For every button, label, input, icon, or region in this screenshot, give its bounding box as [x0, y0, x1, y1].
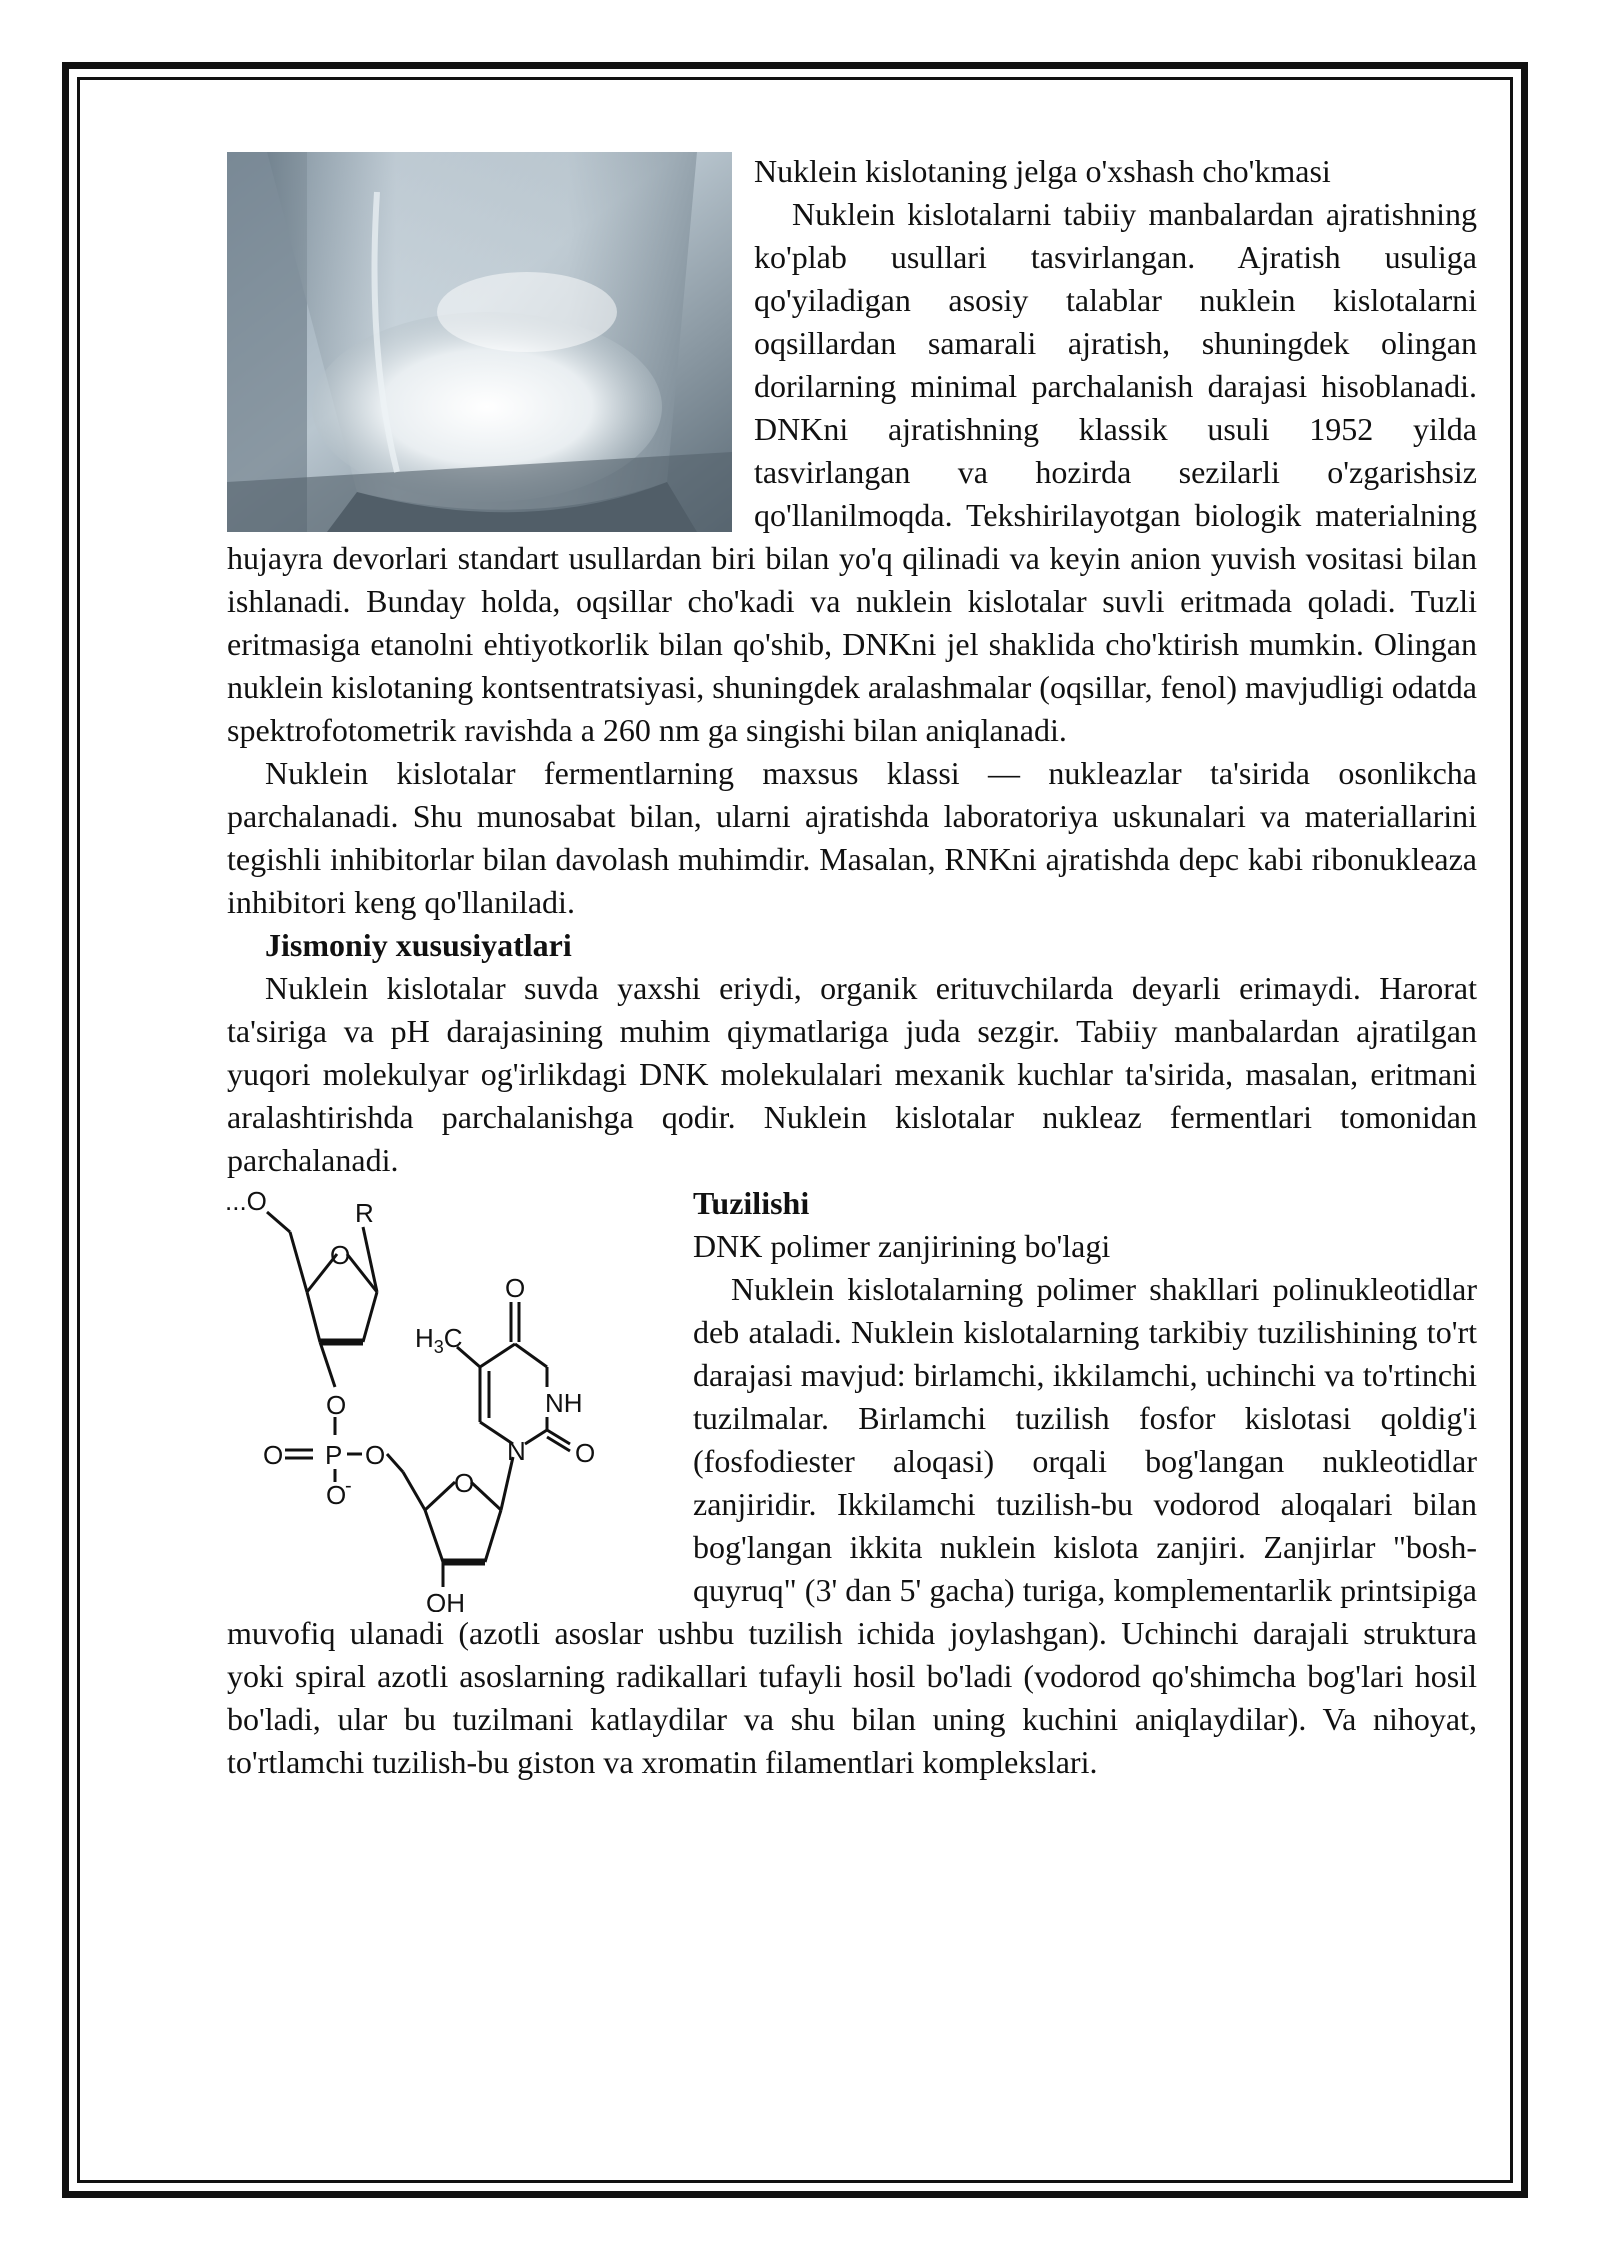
chem-o-ester: O: [365, 1440, 386, 1470]
paragraph-structure: Nuklein kislotalarning polimer shakllari polinukleotidlar deb ataladi. Nuklein kislotalarning tarkibiy tuzilishining to'rt darajasi mavjud: birlamchi, ikkilamchi, uchinchi va to'rtinchi tuzilmalar. Birlamchi tuzilish fosfor kislotasi qoldig'i (fosfodiester aloqasi) orqali bog'langan nukleotidlar zanjiridir. Ikkilamchi tuzilish-bu vodorod aloqalari bilan bog'langan ikkita nuklein kislota zanjiri. Zanjirlar "bosh-quyruq" (3' dan 5' gacha) turiga, komplementarlik printsipiga muvofiq ulanadi (azotli asoslar ushbu tuzilish ichida joylashgan). Uchinchi darajali struktura yoki spiral azotli asoslarning radikallari tufayli hosil bo'ladi (vodorod qo'shimcha bog'lari hosil bo'ladi, ular bu tuzilmani katlaydilar va shu bilan uning kuchini aniqlaydilar). Va nihoyat, to'rtlamchi tuzilish-bu giston va xromatin filamentlari komplekslari.: [227, 1271, 1477, 1780]
chem-o-double: O: [263, 1440, 284, 1470]
chem-phosphorus: P: [325, 1440, 343, 1470]
chem-base-oxygen-top: O: [505, 1273, 526, 1303]
chem-o-link: O: [326, 1390, 347, 1420]
chem-nh: NH: [545, 1388, 583, 1418]
chem-ring2-oxygen: O: [454, 1468, 475, 1498]
chem-methyl: $H_3C$: [415, 1323, 463, 1357]
dna-chain-structure-diagram: [225, 1182, 675, 1612]
photo-caption: Nuklein kislotaning jelga o'xshash cho'kmasi: [754, 153, 1331, 189]
heading-structure: Tuzilishi: [693, 1185, 810, 1221]
paragraph-physical: Nuklein kislotalar suvda yaxshi eriydi, organik erituvchilarda deyarli erimaydi. Harorat ta'siriga va pH darajasining muhim qiymatlariga juda sezgir. Tabiiy manbalardan ajratilgan yuqori molekulyar og'irlikdagi DNK molekulalari mexanik kuchlar ta'sirida, masalan, eritmani aralashtirishda parchalanishga qodir. Nuklein kislotalar nukleaz fermentlari tomonidan parchalanadi.: [227, 970, 1477, 1178]
chem-o-minus: O: [326, 1480, 347, 1510]
paragraph-nucleases: Nuklein kislotalar fermentlarning maxsus klassi — nukleazlar ta'sirida osonlikcha parchalanadi. Shu munosabat bilan, ularni ajratishda laboratoriya uskunalari va materiallarini tegishli inhibitorlar bilan davolash muhimdir. Masalan, RNKni ajratishda depc kabi ribonukleaza inhibitori keng qo'llaniladi.: [227, 755, 1477, 920]
chem-n: N: [507, 1436, 526, 1466]
chem-o-top: ...O: [225, 1186, 267, 1216]
paragraph-isolation: Nuklein kislotalarni tabiiy manbalardan ajratishning ko'plab usullari tasvirlangan. Ajratish usuliga qo'yiladigan asosiy talablar nuklein kislotalarni oqsillardan samarali ajratish, shuningdek olingan dorilarning minimal parchalanish darajasi hisoblanadi. DNKni ajratishning klassik usuli 1952 yilda tasvirlangan va hozirda sezilarli o'zgarishsiz qo'llanilmoqda. Tekshirilayotgan biologik materialning hujayra devorlari standart usullardan biri bilan yo'q qilinadi va keyin anion yuvish vositasi bilan ishlanadi. Bunday holda, oqsillar cho'kadi va nuklein kislotalar suvli eritmada qoladi. Tuzli eritmasiga etanolni ehtiyotkorlik bilan qo'shib, DNKni jel shaklida cho'ktirish mumkin. Olingan nuklein kislotaning kontsentratsiyasi, shuningdek aralashmalar (oqsillar, fenol) mavjudligi odatda spektrofotometrik ravishda a 260 nm ga singishi bilan aniqlanadi.: [227, 196, 1477, 748]
chem-base-oxygen-right: O: [575, 1438, 596, 1468]
chem-minus-charge: -: [345, 1475, 352, 1497]
nucleic-acid-precipitate-photo: [227, 152, 732, 532]
chem-hydroxyl: OH: [426, 1588, 465, 1612]
chem-caption: DNK polimer zanjirining bo'lagi: [693, 1228, 1111, 1264]
chem-ring-oxygen: O: [330, 1240, 351, 1270]
heading-physical-properties: Jismoniy xususiyatlari: [265, 927, 572, 963]
chem-r-group: R: [355, 1198, 374, 1228]
document-body: [227, 150, 1477, 1784]
